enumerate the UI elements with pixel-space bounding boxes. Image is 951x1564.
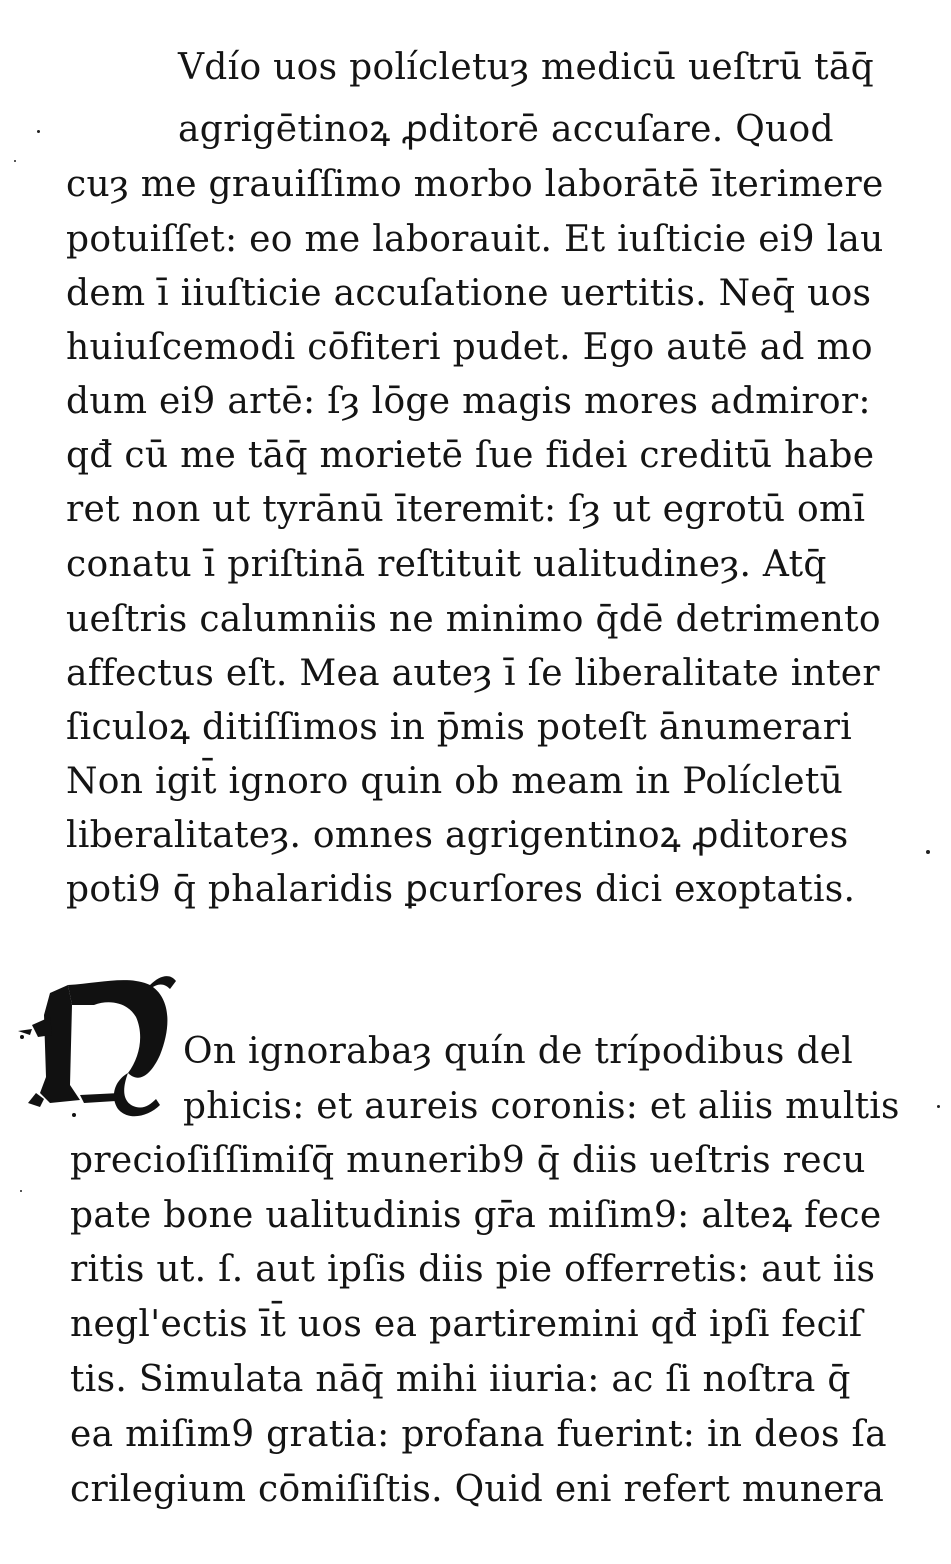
paragraph-1-line: dum ei9 artē: ſȝ lōge magis mores admiror: [66,381,871,422]
paragraph-1-line: Vdío uos polícletuȝ medicū ueſtrū tāq̄ [178,47,875,88]
paragraph-2-line: ea miſim9 gratia: profana fuerint: in deos ſa [70,1414,887,1455]
paragraph-2-line: crilegium cōmiſiſtis. Quid eni refert munera [70,1469,885,1510]
paragraph-1-line: qđ cū me tāq̄ morietē ſue fidei creditū habe [66,435,875,476]
paragraph-2-line: negl'ectis īt̄ uos ea partiremini qđ ipſi feciſ [70,1304,863,1345]
decorated-initial-n [10,965,205,1125]
ink-speck [20,1190,22,1192]
paragraph-2-line: pate bone ualitudinis gr̄a miſim9: alteꝝ fece [70,1195,882,1236]
ink-speck [14,160,16,162]
ink-speck [926,850,930,854]
paragraph-2-line: On ignorabaȝ quín de trípodibus del [183,1031,854,1072]
paragraph-1-line: ſiculoꝝ ditiſſimos in p̄mis poteſt ānumerari [66,707,853,748]
paragraph-2-line: precioſiſſimiſq̄ munerib9 q̄ diis ueſtris recu [70,1140,866,1181]
ink-speck [37,130,40,133]
paragraph-1-line: ret non ut tyrānū īteremit: ſȝ ut egrotū omī [66,489,866,530]
paragraph-1-line: ueſtris calumniis ne minimo q̄dē detrimento [66,599,881,640]
paragraph-1-line: conatu ī priſtinā reſtituit ualitudineȝ. Atq̄ [66,544,827,585]
paragraph-1-line: cuȝ me grauiſſimo morbo laborātē īterimere [66,164,884,205]
paragraph-1-line: dem ī iiuſticie accuſatione uertitis. Neq̄ uos [66,273,872,314]
ink-speck [937,1105,940,1108]
paragraph-2-line: tis. Simulata nāq̄ mihi iiuria: ac ſi noſtra q̄ [70,1359,851,1400]
paragraph-1-line: huiuſcemodi cōfiteri pudet. Ego autē ad mo [66,327,873,368]
paragraph-1-line: agrigētinoꝝ ꝓditorē accuſare. Quod [178,109,834,150]
paragraph-1-line: Non igit̄ ignoro quin ob meam in Polícletū [66,761,844,802]
paragraph-1-line: affectus eſt. Mea auteȝ ī ſe liberalitate inter [66,653,880,694]
paragraph-1-line: poti9 q̄ phalaridis ꝑcurſores dici exoptatis. [66,869,856,910]
paragraph-1-line: liberalitateȝ. omnes agrigentinoꝝ ꝓditores [66,815,849,856]
paragraph-2-line: phicis: et aureis coronis: et aliis multis [183,1086,900,1127]
paragraph-2-line: ritis ut. ſ. aut ipſis diis pie offerretis: aut iis [70,1249,876,1290]
paragraph-1-line: potuiſſet: eo me laborauit. Et iuſticie ei9 lau [66,219,884,260]
